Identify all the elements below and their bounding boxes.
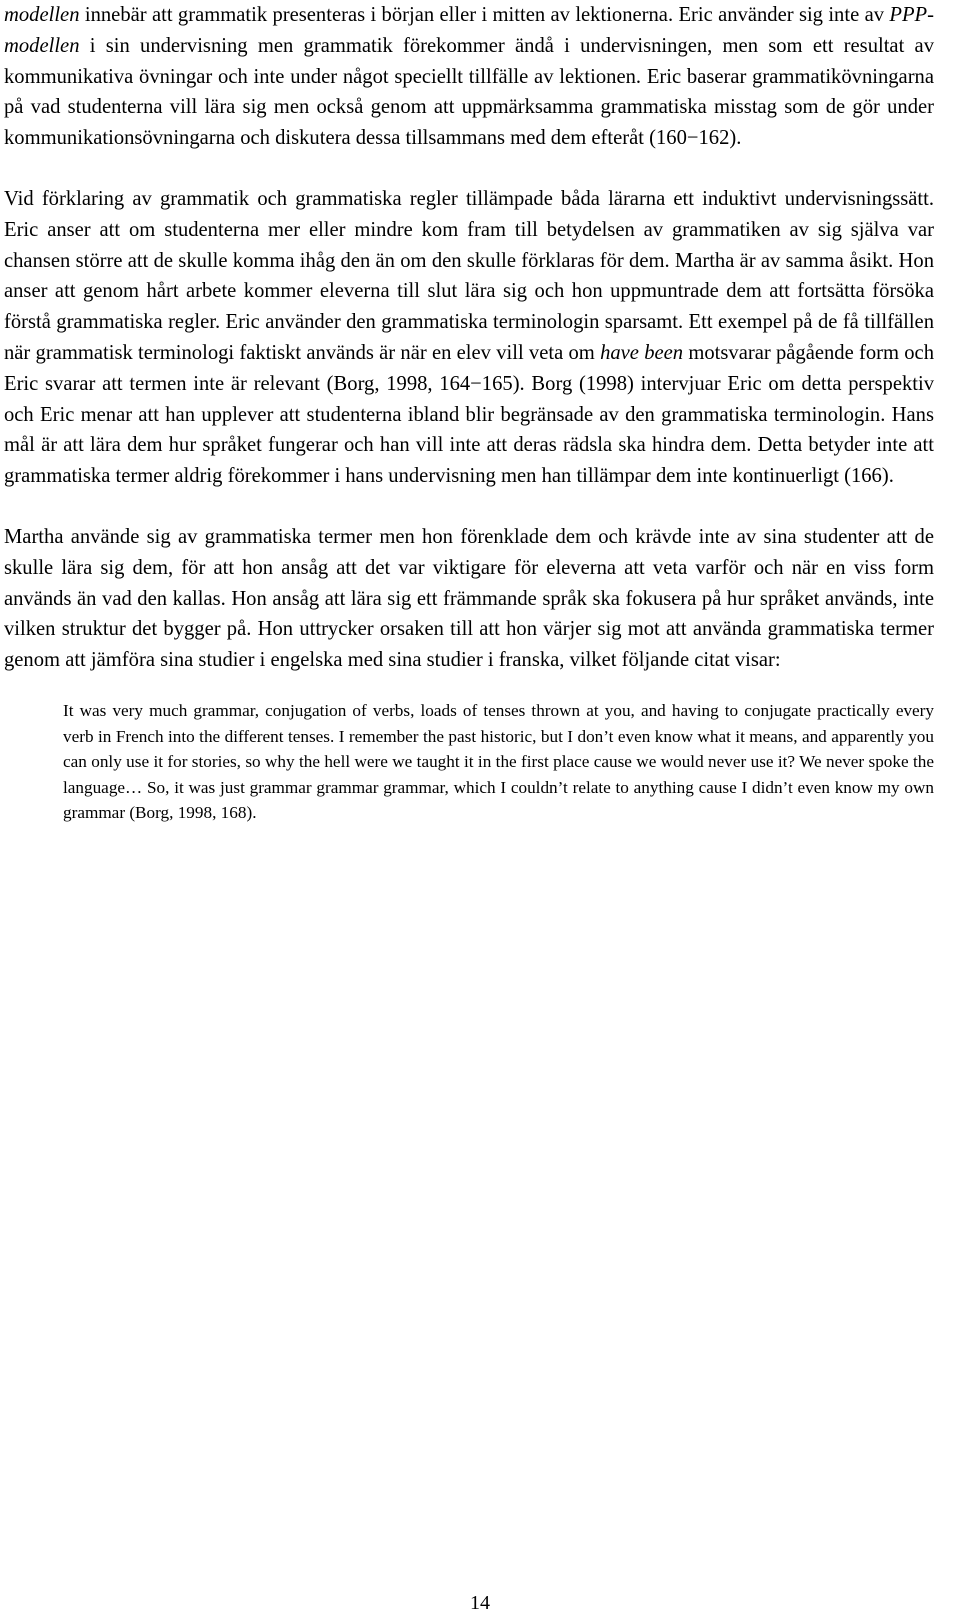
paragraph-2: [4, 184, 934, 492]
para2-seg-italic-have-been: have been: [600, 341, 684, 364]
block-quote: It was very much grammar, conjugation of verbs, loads of tenses thrown at you, and having to conjugate practically every verb in French into the different tenses. I remember the past historic, but I don’t even know what it means, and apparently you can only use it for stories, so why the hell were we taught it in the first place cause we would never use it? We never spoke the language… So, it was just grammar grammar grammar, which I couldn’t relate to anything cause I didn’t even know my own grammar (Borg, 1998, 168).: [63, 700, 934, 823]
para2-seg-1: Vid förklaring av grammatik och grammatiska regler tillämpade båda lärarna ett induktivt undervisningssätt. Eric anser att om studenterna mer eller mindre kom fram till betydelsen av grammatiken av sig själva var chansen större att de skulle komma ihåg den än om den skulle förklaras för dem. Martha är av samma åsikt. Hon anser att genom hårt arbete kommer eleverna till slut lära sig och hon uppmuntrade dem att fortsätta försöka förstå grammatiska regler. Eric använder den grammatiska terminologin sparsamt. Ett exempel på de få tillfällen när grammatisk terminologi faktiskt används är när en elev vill veta om: [4, 187, 934, 364]
para3-seg-1: Martha använde sig av grammatiska termer men hon förenklade dem och krävde inte av sina studenter att de skulle lära sig dem, för att hon ansåg att det var viktigare för eleverna att veta varför och när en viss form används än vad den kallas. Hon ansåg att lära sig ett främmande språk ska fokusera på hur språket används, inte vilken struktur det bygger på. Hon uttrycker orsaken till att hon värjer sig mot att använda grammatiska termer genom att jämföra sina studier i engelska med sina studier i franska, vilket följande citat visar:: [4, 525, 934, 672]
paragraph-3: [4, 522, 934, 676]
para2-seg-3: motsvarar pågående form och Eric svarar att termen inte är relevant (Borg, 1998, 164−165). Borg (1998) intervjuar Eric om detta perspektiv och Eric menar att han upplever att studenterna ibland blir begränsade av den grammatiska terminologin. Hans mål är att lära dem hur språket fungerar och han vill inte att deras rädsla ska hindra dem. Detta betyder inte att grammatiska termer aldrig förekommer i hans undervisning men han tillämpar dem inte kontinuerligt (166).: [4, 341, 934, 488]
paragraph-1: [4, 0, 934, 154]
para1-seg-italic-modellen: modellen: [4, 4, 80, 26]
para1-seg-italic-ppp: PPP-modellen: [4, 4, 934, 57]
page-number: 14: [470, 1592, 490, 1614]
page-body: [4, 0, 934, 826]
para1-seg-2: innebär att grammatik presenteras i början eller i mitten av lektionerna. Eric använder sig inte av: [79, 4, 890, 26]
para1-seg-4: i sin undervisning men grammatik förekommer ändå i undervisningen, men som ett resultat av kommunikativa övningar och inte under något speciellt tillfälle av lektionen. Eric baserar grammatikövningarna på vad studenterna vill lära sig men också genom att uppmärksamma grammatiska misstag som de gör under kommunikationsövningarna och diskutera dessa tillsammans med dem efteråt (160−162).: [4, 34, 934, 150]
